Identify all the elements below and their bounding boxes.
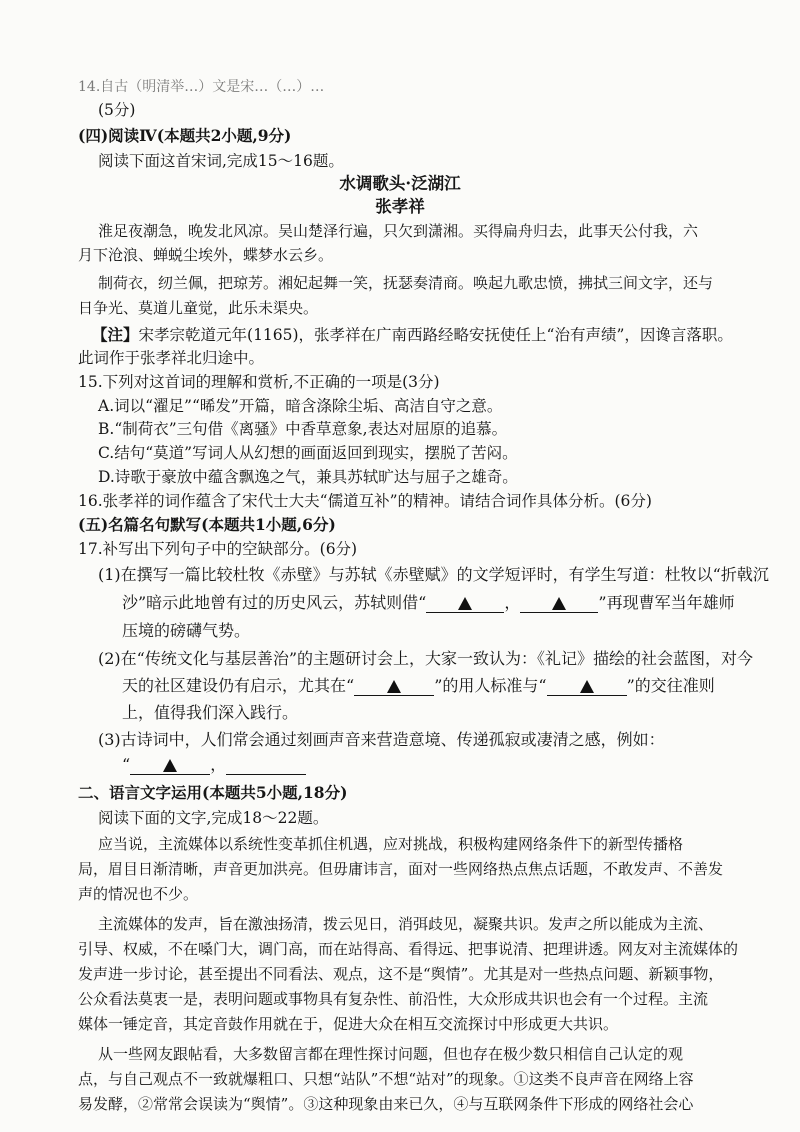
question-16: 16.张孝祥的词作蕴含了宋代士大夫“儒道互补”的精神。请结合词作具体分析。(6分) bbox=[78, 492, 652, 510]
triangle-marker-icon bbox=[458, 597, 472, 610]
paragraph-line: 引导、权威，不在嗓门大，调门高，而在站得高、看得远、把事说清、把理讲透。网友对主流媒体的 bbox=[78, 940, 739, 958]
paragraph-line: 声的情况也不少。 bbox=[78, 885, 199, 903]
paragraph-line: 发声进一步讨论，甚至提出不同看法、观点，这不是“舆情”。尤其是对一些热点问题、新颖事物， bbox=[78, 965, 724, 983]
answer-blank[interactable] bbox=[426, 594, 504, 613]
dictation-item-1-line2: 沙”暗示此地曾有过的历史风云，苏轼则借“ ， ”再现曹军当年雄师 bbox=[122, 593, 735, 612]
cut-off-question-line: 14.自古（明清举…）文是宋…（…）… bbox=[78, 79, 325, 95]
section-heading-dictation: (五)名篇名句默写(本题共1小题,6分) bbox=[78, 515, 336, 534]
poem-line: 制荷衣，纫兰佩，把琼芳。湘妃起舞一笑，抚瑟奏清商。唤起九歌忠愤，拂拭三间文字，还与 bbox=[98, 274, 714, 292]
option-a: A.词以“濯足”“晞发”开篇，暗含涤除尘垢、高洁自守之意。 bbox=[98, 397, 503, 415]
paragraph-line: 媒体一锤定音，其定音鼓作用就在于，促进大众在相互交流探讨中形成更大共识。 bbox=[78, 1015, 619, 1033]
paragraph-line: 局，眉目日渐清晰，声音更加洪亮。但毋庸讳言，面对一些网络热点焦点话题，不敢发声、不善发 bbox=[78, 860, 724, 878]
poem-line: 月下沧浪、蝉蜕尘埃外，蝶梦水云乡。 bbox=[78, 246, 334, 264]
answer-blank[interactable] bbox=[354, 677, 434, 696]
question-17: 17.补写出下列句子中的空缺部分。(6分) bbox=[78, 540, 358, 558]
option-b: B.“制荷衣”三句借《离骚》中香草意象,表达对屈原的追慕。 bbox=[98, 420, 508, 438]
poem-line: 日争光、莫道儿童觉，此乐未渠央。 bbox=[78, 299, 319, 317]
note-text: 宋孝宗乾道元年(1165)，张孝祥在广南西路经略安抚使任上“治有声绩”，因谗言落职。 bbox=[138, 326, 733, 344]
option-d: D.诗歌于豪放中蕴含飘逸之气，兼具苏轼旷达与屈子之雄奇。 bbox=[98, 468, 518, 486]
triangle-marker-icon bbox=[580, 680, 594, 693]
poem-author: 张孝祥 bbox=[375, 197, 425, 216]
answer-blank[interactable] bbox=[547, 677, 627, 696]
dictation-item-3-line2: “ ， bbox=[122, 752, 306, 775]
dictation-item-2-line2: 天的社区建设仍有启示，尤其在“ ”的用人标准与“ ”的交往准则 bbox=[122, 676, 715, 695]
option-c: C.结句“莫道”写词人从幻想的画面返回到现实，摆脱了苦闷。 bbox=[98, 444, 518, 462]
triangle-marker-icon bbox=[552, 597, 566, 610]
part-heading-language-use: 二、语言文字运用(本题共5小题,18分) bbox=[78, 783, 348, 802]
paragraph-line: 易发酵，②常常会误读为“舆情”。③这种现象由来已久，④与互联网条件下形成的网络社会心 bbox=[78, 1095, 694, 1113]
poem-line: 淮足夜潮急，晚发北风凉。吴山楚泽行遍，只欠到潇湘。买得扁舟归去，此事天公付我，六 bbox=[98, 222, 699, 240]
question-score: (5分) bbox=[98, 101, 136, 119]
section-intro: 阅读下面这首宋词,完成15～16题。 bbox=[98, 152, 344, 170]
answer-blank[interactable] bbox=[226, 756, 306, 775]
poem-note bbox=[92, 323, 733, 345]
answer-blank[interactable] bbox=[520, 594, 598, 613]
section-heading-reading-4: (四)阅读Ⅳ(本题共2小题,9分) bbox=[78, 126, 292, 145]
part-intro: 阅读下面的文字,完成18～22题。 bbox=[98, 809, 329, 827]
dictation-item-2: (2)在“传统文化与基层善治”的主题研讨会上，大家一致认为：《礼记》描绘的社会蓝图，对今 bbox=[98, 649, 754, 668]
paragraph-line: 应当说，主流媒体以系统性变革抓住机遇，应对挑战，积极构建网络条件下的新型传播格 bbox=[98, 835, 684, 853]
dictation-item-1-line3: 压境的磅礴气势。 bbox=[122, 621, 251, 640]
answer-blank[interactable] bbox=[130, 756, 210, 775]
paragraph-line: 点，与自己观点不一致就爆粗口、只想“站队”不想“站对”的现象。①这类不良声音在网络上容 bbox=[78, 1070, 694, 1088]
dictation-item-3: (3)古诗词中，人们常会通过刻画声音来营造意境、传递孤寂或凄清之感，例如： bbox=[98, 730, 665, 749]
dictation-item-2-line3: 上，值得我们深入践行。 bbox=[122, 703, 299, 722]
note-label: 【注】 bbox=[92, 325, 139, 344]
paragraph-line: 主流媒体的发声，旨在激浊扬清，拨云见日，消弭歧见，凝聚共识。发声之所以能成为主流、 bbox=[98, 915, 714, 933]
paragraph-line: 公众看法莫衷一是，表明问题或事物具有复杂性、前沿性，大众形成共识也会有一个过程。主流 bbox=[78, 990, 709, 1008]
question-15: 15.下列对这首词的理解和赏析,不正确的一项是(3分) bbox=[78, 373, 440, 391]
poem-note-cont: 此词作于张孝祥北归途中。 bbox=[78, 349, 265, 367]
triangle-marker-icon bbox=[387, 680, 401, 693]
triangle-marker-icon bbox=[163, 759, 177, 772]
paragraph-line: 从一些网友跟帖看，大多数留言都在理性探讨问题，但也存在极少数只相信自己认定的观 bbox=[98, 1045, 684, 1063]
poem-title: 水调歌头·泛湖江 bbox=[339, 174, 461, 193]
dictation-item-1: (1)在撰写一篇比较杜牧《赤壁》与苏轼《赤壁赋》的文学短评时，有学生写道：杜牧以“折戟沉 bbox=[98, 565, 769, 584]
